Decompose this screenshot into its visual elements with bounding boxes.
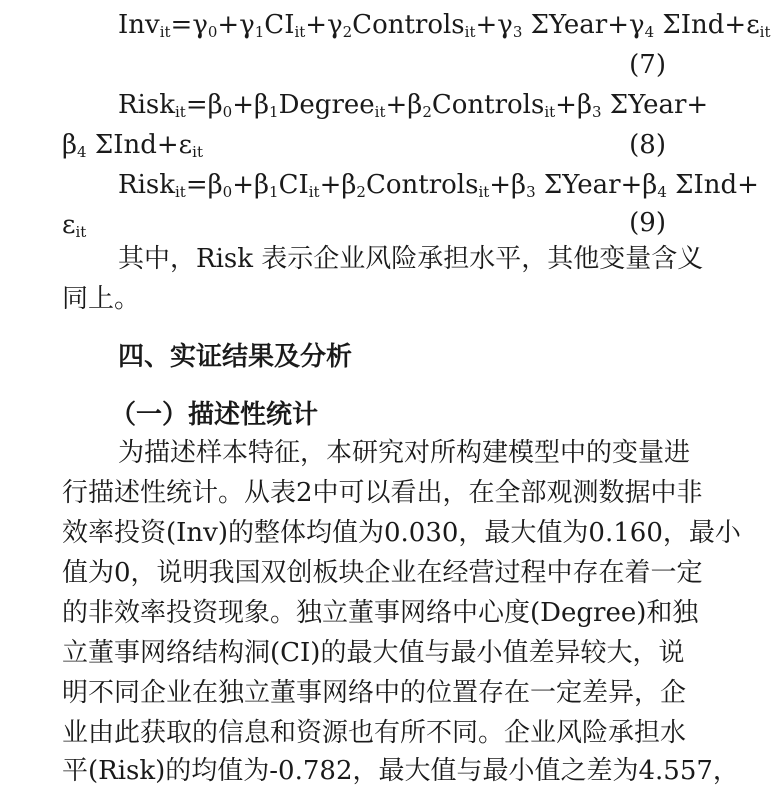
equation-7-line-1: $Inv_{it}=\gamma_0+\gamma_1CI_{it}+\gamma_2Controls_{it}+\gamma_3$ $\Sigma Year+\gamma_4$ $\Sigma Ind+\varepsilon_{it}$ [118,10,771,41]
equation-8-number: (8) [629,130,666,160]
paragraph-2-line-1: 为描述样本特征，本研究对所构建模型中的变量进 [118,438,691,468]
section-heading: 四、实证结果及分析 [118,342,353,372]
paragraph-2-line-8: 业由此获取的信息和资源也有所不同。企业风险承担水 [62,718,687,748]
paragraph-2-line-4: 值为0，说明我国双创板块企业在经营过程中存在着一定 [62,558,703,588]
equation-9-number: (9) [629,208,666,238]
equation-9-line-1: $Risk_{it}=\beta_0+\beta_1CI_{it}+\beta_2Controls_{it}+\beta_3$ $\Sigma Year+\beta_4$ ΣInd+ [118,170,759,201]
subsection-heading: （一）描述性统计 [110,400,319,430]
paragraph-2-line-6: 立董事网络结构洞(CI)的最大值与最小值差异较大，说 [62,638,685,668]
paragraph-1-line-2: 同上。 [62,284,141,314]
paragraph-2-line-5: 的非效率投资现象。独立董事网络中心度(Degree)和独 [62,598,699,628]
paragraph-1-line-1: 其中，Risk 表示企业风险承担水平，其他变量含义 [118,244,704,274]
paragraph-2-line-2: 行描述性统计。从表2中可以看出，在全部观测数据中非 [62,478,703,508]
paragraph-2-line-9: 平(Risk)的均值为-0.782，最大值与最小值之差为4.557， [62,756,739,786]
equation-7-number: (7) [629,50,666,80]
equation-9-line-2: $\varepsilon_{it}$ [62,210,87,241]
paragraph-2-line-3: 效率投资(Inv)的整体均值为0.030，最大值为0.160，最小 [62,518,741,548]
equation-8-line-2: $\beta_4$ $\Sigma Ind+\varepsilon_{it}$ [62,130,203,161]
equation-8-line-1: $Risk_{it}=\beta_0+\beta_1Degree_{it}+\beta_2Controls_{it}+\beta_3$ ΣYear+ [118,90,709,121]
paragraph-2-line-7: 明不同企业在独立董事网络中的位置存在一定差异，企 [62,678,687,708]
